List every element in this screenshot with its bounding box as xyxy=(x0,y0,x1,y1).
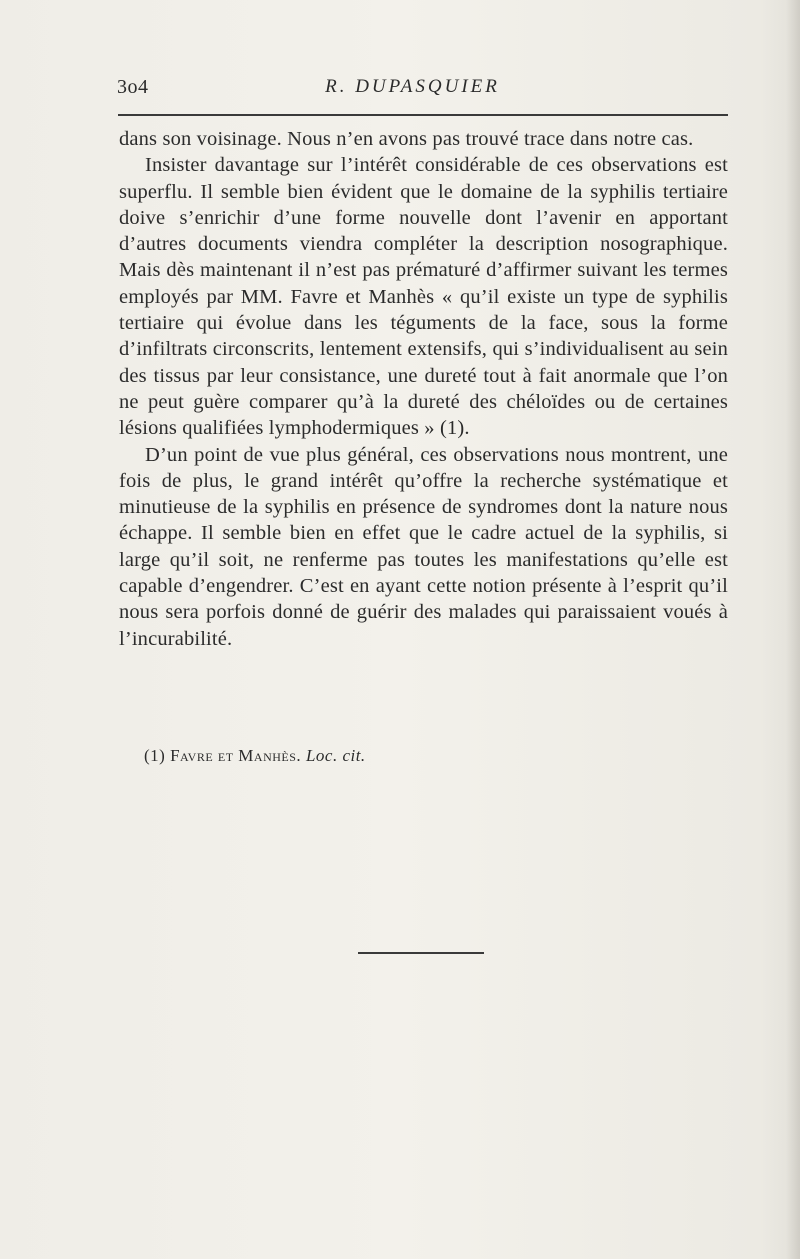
body-text xyxy=(119,126,728,652)
end-rule xyxy=(358,952,484,954)
footnote-authors: Favre et Manhès. xyxy=(170,746,302,765)
running-head: R. DUPASQUIER xyxy=(325,76,500,97)
footnote xyxy=(144,746,366,766)
page-edge-shadow xyxy=(786,0,800,1259)
paragraph-insister: Insister davantage sur l’intérêt considérable de ces observations est superflu. Il semble bien évident que le domaine de la syphilis tertiaire doive s’enrichir d’une forme nouvelle dont l’avenir en apportant d’autres documents viendra compléter la description nosographique. Mais dès maintenant il n’est pas prématuré d’affirmer suivant les termes employés par MM. Favre et Manhès « qu’il existe un type de syphilis tertiaire qui évolue dans les téguments de la face, sous la forme d’infiltrats circonscrits, lentement extensifs, qui s’individualisent au sein des tissus par leur consistance, une dureté tout à fait anormale que l’on ne peut guère comparer qu’à la dureté des chéloïdes ou de certaines lésions qualifiées lymphodermiques » (1). xyxy=(119,154,728,440)
page-number: 3o4 xyxy=(117,76,149,98)
paragraph-point-de-vue: D’un point de vue plus général, ces observations nous montrent, une fois de plus, le grand intérêt qu’offre la recherche systématique et minutieuse de la syphilis en présence de syndromes dont la nature nous échappe. Il semble bien en effet que le cadre actuel de la syphilis, si large qu’il soit, ne renferme pas toutes les manifestations qu’elle est capable d’engendrer. C’est en ayant cette notion présente à l’esprit qu’il nous sera porfois donné de guérir des malades qui paraissaient voués à l’incurabilité. xyxy=(119,443,728,650)
paragraph-continuation: dans son voisinage. Nous n’en avons pas trouvé trace dans notre cas. xyxy=(119,128,694,150)
footnote-citation: Loc. cit. xyxy=(305,746,366,765)
footnote-marker: (1) xyxy=(144,746,166,765)
header-rule xyxy=(118,114,728,116)
